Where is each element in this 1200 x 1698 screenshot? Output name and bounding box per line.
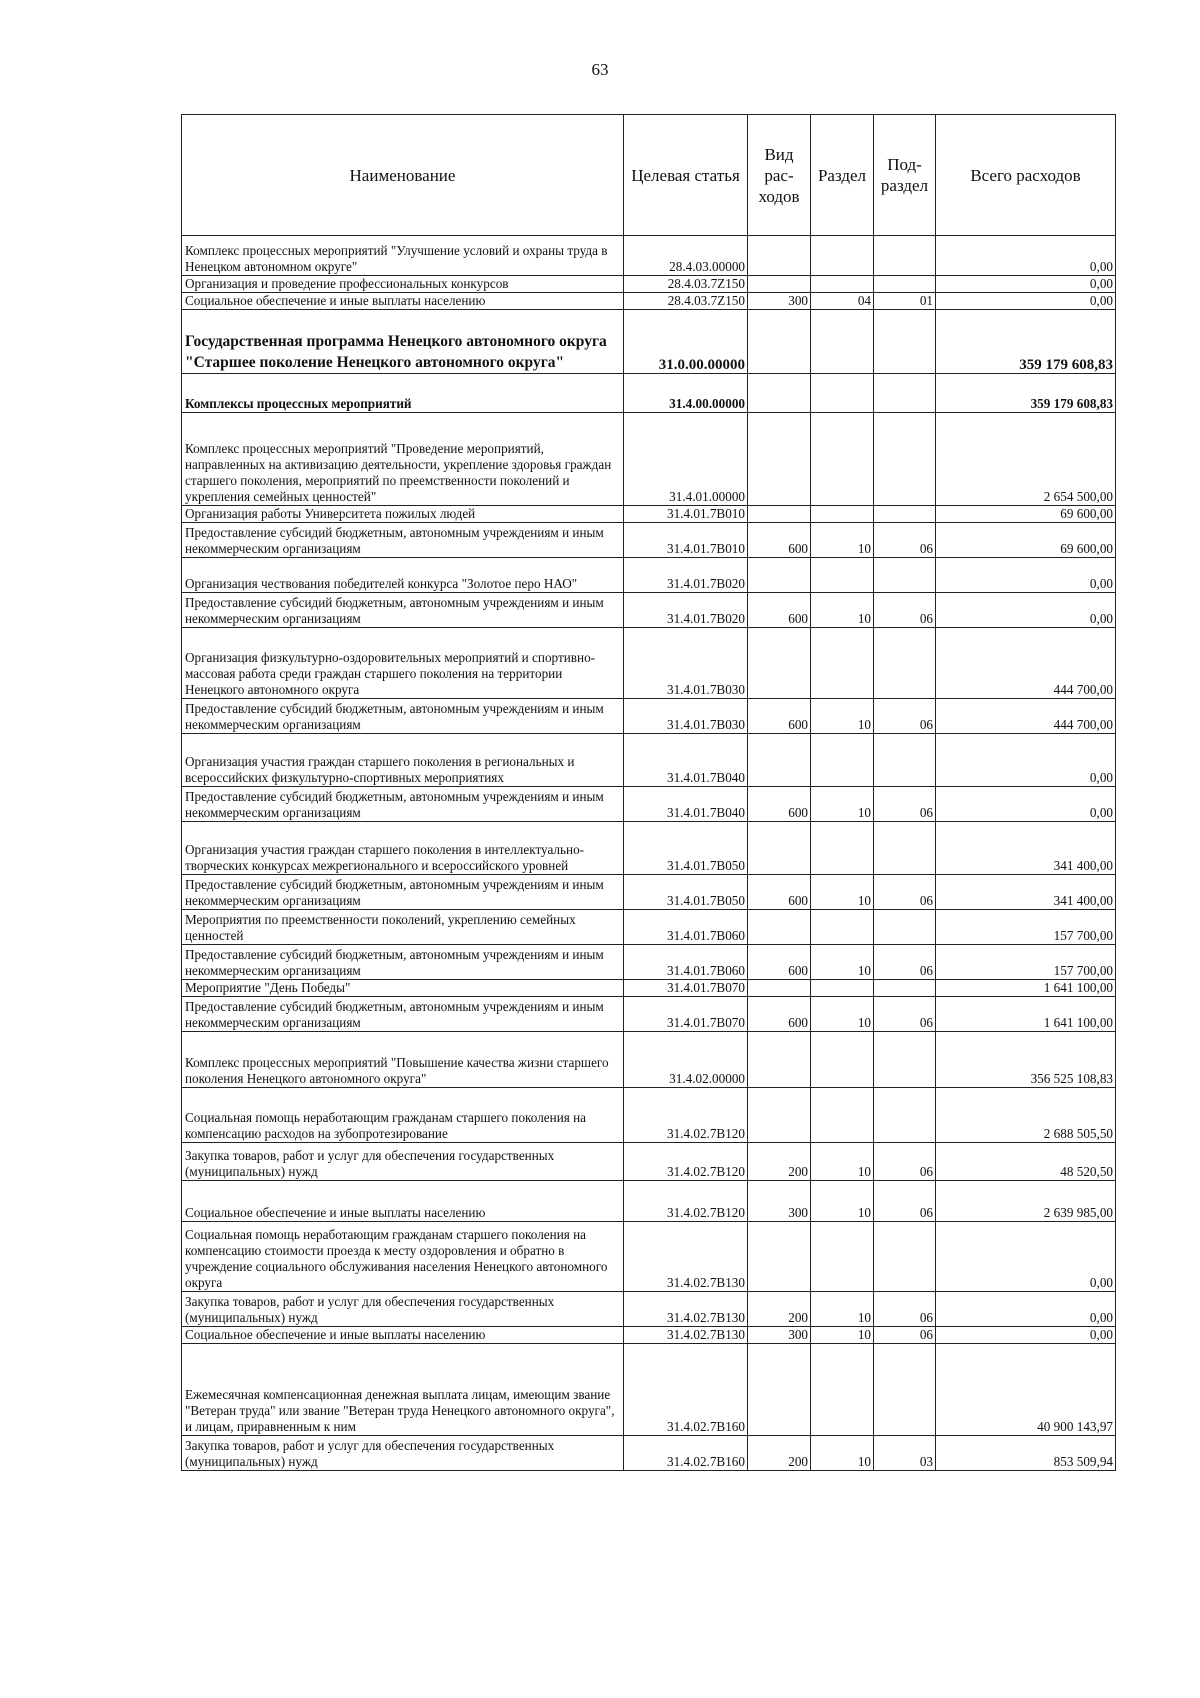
row-section — [811, 1032, 874, 1088]
table-row — [182, 1344, 1116, 1436]
row-section — [811, 413, 874, 506]
row-section — [811, 236, 874, 276]
row-subsection: 03 — [874, 1436, 936, 1471]
row-total: 341 400,00 — [936, 822, 1116, 875]
row-name: Социальная помощь неработающим гражданам старшего поколения на компенсацию стоимости проезда к месту оздоровления и обратно в учреждение социального обслуживания населения Ненецкого автономного округа — [182, 1222, 624, 1292]
table-row — [182, 593, 1116, 628]
table-row — [182, 276, 1116, 293]
row-subsection — [874, 628, 936, 699]
budget-table — [181, 114, 1116, 1471]
row-target-code: 31.4.01.7В030 — [624, 699, 748, 734]
table-row — [182, 1292, 1116, 1327]
row-total: 356 525 108,83 — [936, 1032, 1116, 1088]
row-name: Предоставление субсидий бюджетным, автономным учреждениям и иным некоммерческим организациям — [182, 787, 624, 822]
row-target-code: 31.4.02.00000 — [624, 1032, 748, 1088]
row-total: 0,00 — [936, 593, 1116, 628]
column-header-subsection: Под- раздел — [874, 115, 936, 236]
row-target-code: 31.4.01.7В020 — [624, 593, 748, 628]
row-total: 0,00 — [936, 1222, 1116, 1292]
row-subsection — [874, 734, 936, 787]
row-name: Предоставление субсидий бюджетным, автономным учреждениям и иным некоммерческим организациям — [182, 593, 624, 628]
row-total: 0,00 — [936, 1292, 1116, 1327]
row-name: Социальная помощь неработающим гражданам старшего поколения на компенсацию расходов на зубопротезирование — [182, 1088, 624, 1143]
row-total: 1 641 100,00 — [936, 980, 1116, 997]
row-subsection — [874, 1344, 936, 1436]
row-name: Организация работы Университета пожилых людей — [182, 506, 624, 523]
row-subsection — [874, 558, 936, 593]
row-kind — [748, 276, 811, 293]
row-subsection — [874, 506, 936, 523]
row-total: 359 179 608,83 — [936, 310, 1116, 374]
row-subsection: 06 — [874, 1327, 936, 1344]
row-kind: 600 — [748, 787, 811, 822]
row-target-code: 31.4.01.7В030 — [624, 628, 748, 699]
table-row — [182, 1088, 1116, 1143]
row-kind — [748, 236, 811, 276]
row-target-code: 31.0.00.00000 — [624, 310, 748, 374]
row-target-code: 31.4.01.7В060 — [624, 910, 748, 945]
row-kind — [748, 1032, 811, 1088]
row-name: Мероприятие "День Победы" — [182, 980, 624, 997]
row-target-code: 31.4.02.7В130 — [624, 1292, 748, 1327]
row-section: 10 — [811, 593, 874, 628]
table-row — [182, 558, 1116, 593]
row-kind: 200 — [748, 1143, 811, 1181]
row-target-code: 28.4.03.7Z150 — [624, 276, 748, 293]
row-total: 157 700,00 — [936, 945, 1116, 980]
row-target-code: 31.4.02.7В120 — [624, 1181, 748, 1222]
row-kind: 600 — [748, 593, 811, 628]
row-kind: 300 — [748, 1181, 811, 1222]
row-kind — [748, 910, 811, 945]
row-name: Комплексы процессных мероприятий — [182, 374, 624, 413]
row-subsection — [874, 1088, 936, 1143]
row-name: Закупка товаров, работ и услуг для обеспечения государственных (муниципальных) нужд — [182, 1143, 624, 1181]
table-row — [182, 699, 1116, 734]
row-name: Социальное обеспечение и иные выплаты населению — [182, 1327, 624, 1344]
row-name: Закупка товаров, работ и услуг для обеспечения государственных (муниципальных) нужд — [182, 1436, 624, 1471]
row-section — [811, 910, 874, 945]
row-total: 359 179 608,83 — [936, 374, 1116, 413]
row-kind: 300 — [748, 1327, 811, 1344]
row-subsection: 01 — [874, 293, 936, 310]
row-target-code: 31.4.01.7В020 — [624, 558, 748, 593]
row-target-code: 31.4.00.00000 — [624, 374, 748, 413]
column-header-kind: Вид рас- ходов — [748, 115, 811, 236]
row-kind: 600 — [748, 945, 811, 980]
row-target-code: 31.4.01.7В010 — [624, 523, 748, 558]
row-name: Организация физкультурно-оздоровительных мероприятий и спортивно-массовая работа среди граждан старшего поколения на территории Ненецкого автономного округа — [182, 628, 624, 699]
row-section — [811, 506, 874, 523]
table-row — [182, 734, 1116, 787]
row-subsection — [874, 980, 936, 997]
row-target-code: 31.4.02.7В160 — [624, 1436, 748, 1471]
column-header-total: Всего расходов — [936, 115, 1116, 236]
row-target-code: 31.4.02.7В120 — [624, 1088, 748, 1143]
row-total: 40 900 143,97 — [936, 1344, 1116, 1436]
row-kind: 600 — [748, 523, 811, 558]
row-subsection: 06 — [874, 593, 936, 628]
row-section — [811, 734, 874, 787]
row-target-code: 31.4.02.7В130 — [624, 1327, 748, 1344]
table-row — [182, 374, 1116, 413]
row-target-code: 31.4.02.7В160 — [624, 1344, 748, 1436]
row-name: Организация участия граждан старшего поколения в интеллектуально-творческих конкурсах межрегионального и всероссийского уровней — [182, 822, 624, 875]
table-row — [182, 310, 1116, 374]
row-subsection — [874, 276, 936, 293]
row-target-code: 31.4.01.7В010 — [624, 506, 748, 523]
row-subsection — [874, 910, 936, 945]
row-target-code: 31.4.02.7В120 — [624, 1143, 748, 1181]
row-total: 157 700,00 — [936, 910, 1116, 945]
row-kind — [748, 310, 811, 374]
table-row — [182, 875, 1116, 910]
row-section — [811, 558, 874, 593]
row-subsection: 06 — [874, 699, 936, 734]
table-row — [182, 413, 1116, 506]
row-section — [811, 628, 874, 699]
table-row — [182, 1222, 1116, 1292]
row-name: Организация и проведение профессиональных конкурсов — [182, 276, 624, 293]
row-total: 2 688 505,50 — [936, 1088, 1116, 1143]
row-target-code: 31.4.01.7В050 — [624, 875, 748, 910]
table-row — [182, 236, 1116, 276]
row-kind — [748, 822, 811, 875]
row-target-code: 31.4.01.7В060 — [624, 945, 748, 980]
row-kind — [748, 628, 811, 699]
row-target-code: 31.4.01.7В070 — [624, 980, 748, 997]
row-total: 69 600,00 — [936, 506, 1116, 523]
column-header-section: Раздел — [811, 115, 874, 236]
table-row — [182, 293, 1116, 310]
row-name: Комплекс процессных мероприятий "Улучшение условий и охраны труда в Ненецком автономном округе" — [182, 236, 624, 276]
row-subsection: 06 — [874, 787, 936, 822]
row-name: Предоставление субсидий бюджетным, автономным учреждениям и иным некоммерческим организациям — [182, 997, 624, 1032]
row-section — [811, 1088, 874, 1143]
row-total: 2 639 985,00 — [936, 1181, 1116, 1222]
row-section: 10 — [811, 875, 874, 910]
table-row — [182, 945, 1116, 980]
row-target-code: 31.4.01.7В040 — [624, 787, 748, 822]
row-subsection — [874, 1222, 936, 1292]
row-section — [811, 1222, 874, 1292]
row-total: 444 700,00 — [936, 699, 1116, 734]
row-total: 0,00 — [936, 787, 1116, 822]
row-name: Предоставление субсидий бюджетным, автономным учреждениям и иным некоммерческим организациям — [182, 875, 624, 910]
table-header-row — [182, 115, 1116, 236]
column-header-name: Наименование — [182, 115, 624, 236]
row-kind: 600 — [748, 997, 811, 1032]
row-section: 10 — [811, 787, 874, 822]
row-section — [811, 374, 874, 413]
row-section: 04 — [811, 293, 874, 310]
row-subsection: 06 — [874, 1143, 936, 1181]
table-row — [182, 1143, 1116, 1181]
page-number: 63 — [591, 60, 609, 79]
row-target-code: 31.4.01.7В040 — [624, 734, 748, 787]
row-name: Комплекс процессных мероприятий "Повышение качества жизни старшего поколения Ненецкого автономного округа" — [182, 1032, 624, 1088]
row-name: Ежемесячная компенсационная денежная выплата лицам, имеющим звание "Ветеран труда" или звание "Ветеран труда Ненецкого автономного округа", и лицам, приравненным к ним — [182, 1344, 624, 1436]
row-name: Социальное обеспечение и иные выплаты населению — [182, 293, 624, 310]
row-total: 341 400,00 — [936, 875, 1116, 910]
row-subsection: 06 — [874, 945, 936, 980]
row-target-code: 28.4.03.7Z150 — [624, 293, 748, 310]
table-row — [182, 980, 1116, 997]
row-section: 10 — [811, 1327, 874, 1344]
row-subsection — [874, 374, 936, 413]
row-kind: 300 — [748, 293, 811, 310]
row-kind: 200 — [748, 1292, 811, 1327]
row-total: 2 654 500,00 — [936, 413, 1116, 506]
row-section — [811, 822, 874, 875]
row-name: Комплекс процессных мероприятий "Проведение мероприятий, направленных на активизацию деятельности, укрепление здоровья граждан старшего поколения, мероприятий по преемственности поколений и укрепления семейных ценностей" — [182, 413, 624, 506]
row-name: Предоставление субсидий бюджетным, автономным учреждениям и иным некоммерческим организациям — [182, 699, 624, 734]
row-target-code: 28.4.03.00000 — [624, 236, 748, 276]
row-kind: 600 — [748, 875, 811, 910]
row-subsection: 06 — [874, 875, 936, 910]
row-name: Социальное обеспечение и иные выплаты населению — [182, 1181, 624, 1222]
row-total: 48 520,50 — [936, 1143, 1116, 1181]
row-section: 10 — [811, 1436, 874, 1471]
row-name: Организация чествования победителей конкурса "Золотое перо НАО" — [182, 558, 624, 593]
table-row — [182, 910, 1116, 945]
row-subsection: 06 — [874, 1292, 936, 1327]
row-target-code: 31.4.01.00000 — [624, 413, 748, 506]
row-name: Организация участия граждан старшего поколения в региональных и всероссийских физкультурно-спортивных мероприятиях — [182, 734, 624, 787]
row-name: Мероприятия по преемственности поколений, укреплению семейных ценностей — [182, 910, 624, 945]
table-row — [182, 628, 1116, 699]
row-kind: 600 — [748, 699, 811, 734]
row-name: Предоставление субсидий бюджетным, автономным учреждениям и иным некоммерческим организациям — [182, 945, 624, 980]
row-section — [811, 1344, 874, 1436]
row-subsection: 06 — [874, 997, 936, 1032]
row-kind — [748, 374, 811, 413]
row-subsection — [874, 1032, 936, 1088]
table-row — [182, 1436, 1116, 1471]
row-section: 10 — [811, 945, 874, 980]
table-row — [182, 506, 1116, 523]
row-section: 10 — [811, 1143, 874, 1181]
table-row — [182, 1032, 1116, 1088]
row-subsection: 06 — [874, 523, 936, 558]
table-row — [182, 997, 1116, 1032]
row-subsection — [874, 413, 936, 506]
row-name: Государственная программа Ненецкого автономного округа "Старшее поколение Ненецкого автономного округа" — [182, 310, 624, 374]
row-kind — [748, 1222, 811, 1292]
row-subsection — [874, 822, 936, 875]
row-section — [811, 276, 874, 293]
row-kind — [748, 980, 811, 997]
column-header-target: Целевая статья — [624, 115, 748, 236]
row-section: 10 — [811, 523, 874, 558]
row-name: Закупка товаров, работ и услуг для обеспечения государственных (муниципальных) нужд — [182, 1292, 624, 1327]
row-total: 69 600,00 — [936, 523, 1116, 558]
table-row — [182, 523, 1116, 558]
row-total: 0,00 — [936, 1327, 1116, 1344]
row-kind — [748, 558, 811, 593]
row-kind — [748, 506, 811, 523]
table-row — [182, 787, 1116, 822]
row-section — [811, 310, 874, 374]
row-kind — [748, 413, 811, 506]
row-total: 1 641 100,00 — [936, 997, 1116, 1032]
row-total: 0,00 — [936, 236, 1116, 276]
row-subsection — [874, 236, 936, 276]
row-kind — [748, 1088, 811, 1143]
row-section: 10 — [811, 997, 874, 1032]
table-row — [182, 1327, 1116, 1344]
row-kind: 200 — [748, 1436, 811, 1471]
row-subsection: 06 — [874, 1181, 936, 1222]
row-kind — [748, 734, 811, 787]
row-section: 10 — [811, 699, 874, 734]
row-total: 0,00 — [936, 276, 1116, 293]
row-kind — [748, 1344, 811, 1436]
row-section: 10 — [811, 1292, 874, 1327]
row-section — [811, 980, 874, 997]
row-subsection — [874, 310, 936, 374]
row-total: 853 509,94 — [936, 1436, 1116, 1471]
row-total: 0,00 — [936, 558, 1116, 593]
row-target-code: 31.4.01.7В070 — [624, 997, 748, 1032]
row-target-code: 31.4.02.7В130 — [624, 1222, 748, 1292]
row-name: Предоставление субсидий бюджетным, автономным учреждениям и иным некоммерческим организациям — [182, 523, 624, 558]
table-row — [182, 822, 1116, 875]
row-target-code: 31.4.01.7В050 — [624, 822, 748, 875]
row-total: 0,00 — [936, 734, 1116, 787]
row-total: 444 700,00 — [936, 628, 1116, 699]
row-total: 0,00 — [936, 293, 1116, 310]
table-row — [182, 1181, 1116, 1222]
row-section: 10 — [811, 1181, 874, 1222]
